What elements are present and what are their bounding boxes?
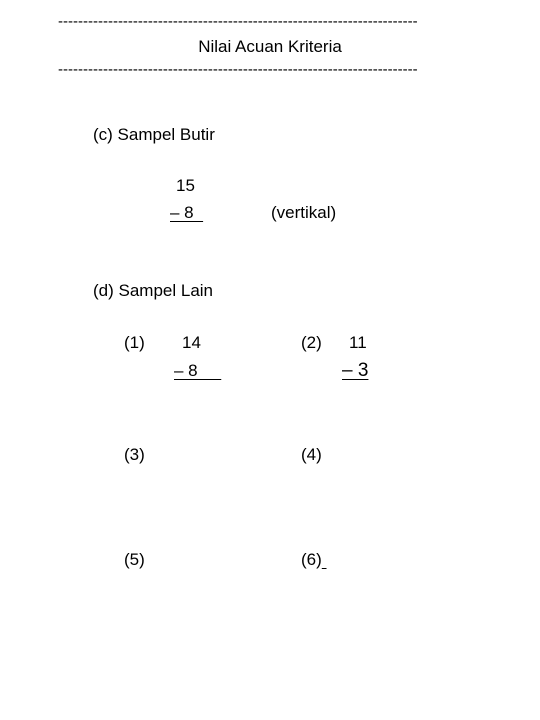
section-c-heading: (c) Sampel Butir [93, 125, 215, 144]
item-3-label: (3) [124, 445, 145, 464]
item-1-label: (1) [124, 333, 145, 352]
item-4-label: (4) [301, 445, 322, 464]
section-d-heading: (d) Sampel Lain [93, 281, 214, 300]
page-title: Nilai Acuan Kriteria [198, 37, 342, 56]
header-rule-top: ------------------------------------------------------------------------ [58, 13, 418, 30]
item-1-top-number: 14 [182, 333, 201, 352]
item-1-bottom-number: – 8 [174, 361, 222, 380]
item-2-bottom-number: – 3 [342, 360, 369, 381]
header-rule-bottom: ------------------------------------------------------------------------ [58, 61, 418, 78]
item-2-top-number: 11 [349, 333, 367, 352]
item-2-label: (2) [301, 333, 322, 352]
item-6 [301, 551, 327, 568]
item-6-label: (6) [301, 550, 322, 569]
section-c-note: (vertikal) [271, 203, 337, 222]
section-c-top-number: 15 [176, 176, 195, 195]
section-c-bottom-number: – 8 [170, 203, 204, 222]
item-6-underline [322, 550, 327, 569]
item-5-label: (5) [124, 550, 145, 569]
